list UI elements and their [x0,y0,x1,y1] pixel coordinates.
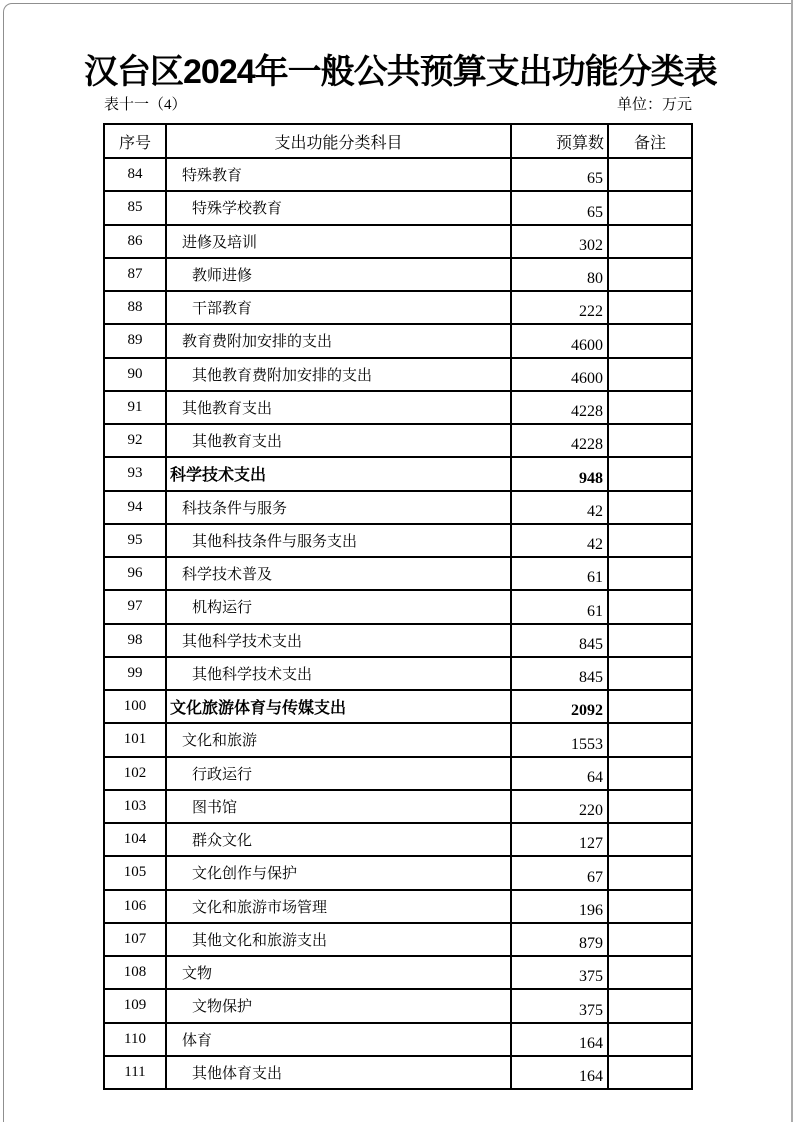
row-remark [608,657,692,690]
row-subject: 文化创作与保护 [166,856,511,889]
table-row [104,989,692,1022]
table-row [104,324,692,357]
table-row [104,624,692,657]
row-serial: 92 [104,424,166,457]
table-row [104,391,692,424]
col-header-budget: 预算数 [511,124,608,158]
row-budget: 196 [511,890,608,923]
row-budget: 80 [511,258,608,291]
row-serial: 102 [104,757,166,790]
table-row [104,158,692,191]
row-serial: 87 [104,258,166,291]
row-subject: 行政运行 [166,757,511,790]
row-budget: 375 [511,956,608,989]
row-subject: 文化和旅游市场管理 [166,890,511,923]
table-row [104,956,692,989]
row-remark [608,923,692,956]
table-row [104,757,692,790]
row-serial: 107 [104,923,166,956]
row-budget: 4600 [511,358,608,391]
row-serial: 110 [104,1023,166,1056]
row-budget: 65 [511,191,608,224]
row-budget: 4228 [511,391,608,424]
row-budget: 845 [511,624,608,657]
row-budget: 127 [511,823,608,856]
row-subject: 文化旅游体育与传媒支出 [166,690,511,723]
row-budget: 42 [511,524,608,557]
row-subject: 科学技术普及 [166,557,511,590]
table-row [104,823,692,856]
table-meta-row [104,96,692,114]
row-serial: 94 [104,491,166,524]
row-remark [608,823,692,856]
row-serial: 85 [104,191,166,224]
row-budget: 64 [511,757,608,790]
table-row [104,1023,692,1056]
row-remark [608,723,692,756]
row-budget: 948 [511,457,608,490]
row-budget: 4600 [511,324,608,357]
row-remark [608,391,692,424]
row-subject: 干部教育 [166,291,511,324]
col-header-subject: 支出功能分类科目 [166,124,511,158]
row-serial: 86 [104,225,166,258]
row-subject: 科学技术支出 [166,457,511,490]
row-budget: 4228 [511,424,608,457]
row-serial: 104 [104,823,166,856]
row-subject: 群众文化 [166,823,511,856]
budget-table-body [104,158,692,1089]
row-budget: 845 [511,657,608,690]
row-serial: 97 [104,590,166,623]
row-budget: 222 [511,291,608,324]
table-row [104,723,692,756]
row-subject: 文物保护 [166,989,511,1022]
row-serial: 98 [104,624,166,657]
row-budget: 375 [511,989,608,1022]
row-serial: 106 [104,890,166,923]
row-subject: 进修及培训 [166,225,511,258]
table-number-label: 表十一（4） [104,97,187,113]
row-budget: 67 [511,856,608,889]
row-budget: 302 [511,225,608,258]
row-remark [608,590,692,623]
row-budget: 1553 [511,723,608,756]
row-remark [608,424,692,457]
row-serial: 103 [104,790,166,823]
row-budget: 164 [511,1023,608,1056]
table-row [104,491,692,524]
row-serial: 109 [104,989,166,1022]
row-budget: 61 [511,557,608,590]
row-remark [608,790,692,823]
row-budget: 164 [511,1056,608,1089]
row-serial: 108 [104,956,166,989]
row-subject: 科技条件与服务 [166,491,511,524]
row-serial: 100 [104,690,166,723]
row-remark [608,524,692,557]
col-header-serial: 序号 [104,124,166,158]
row-remark [608,890,692,923]
row-remark [608,956,692,989]
row-subject: 图书馆 [166,790,511,823]
table-row [104,358,692,391]
row-remark [608,690,692,723]
row-subject: 其他文化和旅游支出 [166,923,511,956]
row-remark [608,291,692,324]
row-subject: 其他体育支出 [166,1056,511,1089]
table-row [104,524,692,557]
table-row [104,856,692,889]
row-remark [608,557,692,590]
row-remark [608,457,692,490]
table-row [104,457,692,490]
row-serial: 93 [104,457,166,490]
row-subject: 文物 [166,956,511,989]
row-subject: 体育 [166,1023,511,1056]
row-serial: 84 [104,158,166,191]
budget-table [103,123,693,1090]
row-subject: 其他科学技术支出 [166,657,511,690]
table-row [104,690,692,723]
row-serial: 101 [104,723,166,756]
row-remark [608,158,692,191]
row-serial: 89 [104,324,166,357]
row-budget: 2092 [511,690,608,723]
row-budget: 879 [511,923,608,956]
row-subject: 教师进修 [166,258,511,291]
row-subject: 特殊学校教育 [166,191,511,224]
table-row [104,557,692,590]
row-budget: 61 [511,590,608,623]
row-subject: 其他教育支出 [166,424,511,457]
row-serial: 96 [104,557,166,590]
table-row [104,291,692,324]
table-row [104,923,692,956]
row-budget: 42 [511,491,608,524]
row-serial: 105 [104,856,166,889]
row-remark [608,624,692,657]
table-row [104,191,692,224]
row-subject: 其他教育支出 [166,391,511,424]
col-header-remark: 备注 [608,124,692,158]
row-remark [608,258,692,291]
row-remark [608,191,692,224]
row-budget: 65 [511,158,608,191]
row-subject: 其他科学技术支出 [166,624,511,657]
row-serial: 111 [104,1056,166,1089]
table-row [104,590,692,623]
row-budget: 220 [511,790,608,823]
table-row [104,790,692,823]
row-remark [608,757,692,790]
row-remark [608,225,692,258]
row-serial: 99 [104,657,166,690]
table-row [104,225,692,258]
row-remark [608,491,692,524]
table-row [104,1056,692,1089]
row-remark [608,1056,692,1089]
row-subject: 文化和旅游 [166,723,511,756]
row-serial: 90 [104,358,166,391]
table-header-row [104,124,692,158]
row-subject: 机构运行 [166,590,511,623]
table-row [104,258,692,291]
table-row [104,424,692,457]
row-serial: 91 [104,391,166,424]
table-row [104,657,692,690]
row-remark [608,1023,692,1056]
unit-label: 单位：万元 [616,97,692,113]
row-remark [608,989,692,1022]
row-serial: 88 [104,291,166,324]
row-subject: 其他科技条件与服务支出 [166,524,511,557]
row-remark [608,358,692,391]
row-remark [608,324,692,357]
row-subject: 特殊教育 [166,158,511,191]
row-subject: 教育费附加安排的支出 [166,324,511,357]
row-remark [608,856,692,889]
page-title: 汉台区2024年一般公共预算支出功能分类表 [84,53,717,91]
table-row [104,890,692,923]
row-serial: 95 [104,524,166,557]
row-subject: 其他教育费附加安排的支出 [166,358,511,391]
